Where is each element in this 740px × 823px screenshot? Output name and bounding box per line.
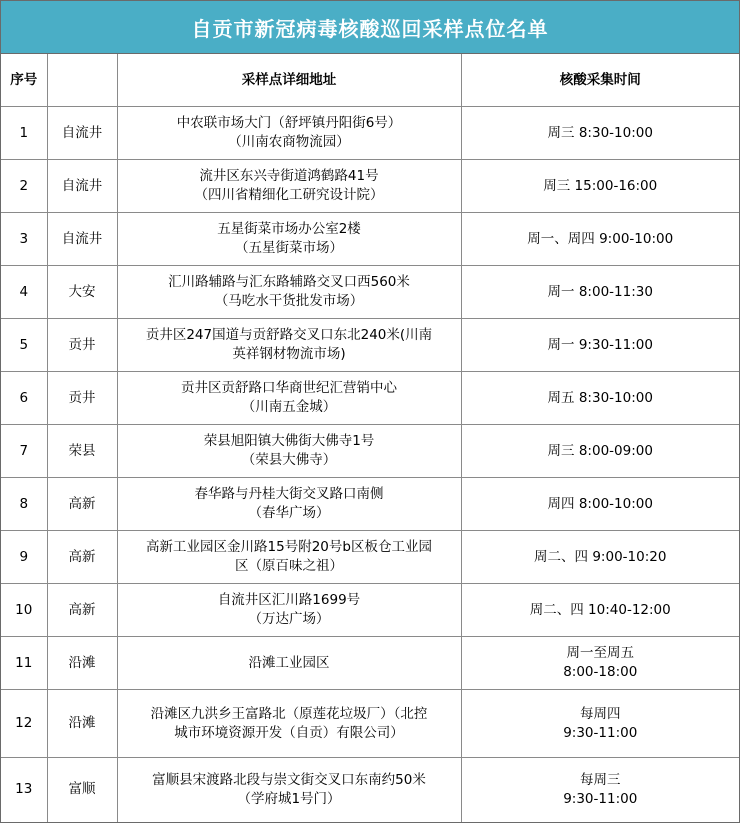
address-line: （马吃水干货批发市场） — [214, 293, 364, 309]
row-address — [117, 372, 461, 425]
row-index: 3 — [1, 213, 47, 266]
row-district: 贡井 — [47, 372, 117, 425]
row-index: 4 — [1, 266, 47, 319]
row-time — [461, 266, 739, 319]
time-line: 周一至周五 — [566, 645, 634, 661]
row-time — [461, 758, 739, 822]
row-time — [461, 584, 739, 637]
row-district: 富顺 — [47, 758, 117, 822]
address-line: 高新工业园区金川路15号附20号b区板仓工业园 — [146, 539, 432, 555]
row-index: 11 — [1, 637, 47, 690]
address-line: （学府城1号门） — [237, 790, 341, 807]
row-district: 沿滩 — [47, 637, 117, 690]
time-line: 每周三 — [580, 771, 621, 788]
time-line: 周三 8:00-09:00 — [547, 442, 653, 459]
row-address — [117, 213, 461, 266]
sites-table — [1, 54, 739, 822]
table-body — [1, 107, 739, 822]
row-address — [117, 584, 461, 637]
row-address — [117, 319, 461, 372]
row-index: 1 — [1, 107, 47, 160]
table-row — [1, 690, 739, 758]
address-line: 贡井区247国道与贡舒路交叉口东北240米(川南 — [145, 327, 433, 343]
row-district: 沿滩 — [47, 690, 117, 758]
table-row — [1, 372, 739, 425]
row-index: 6 — [1, 372, 47, 425]
row-district: 高新 — [47, 584, 117, 637]
time-line: 周二、四 10:40-12:00 — [529, 601, 671, 618]
table-row — [1, 266, 739, 319]
address-line: （春华广场） — [248, 505, 330, 521]
row-address — [117, 758, 461, 822]
time-line: 9:30-11:00 — [563, 724, 638, 741]
address-line: 汇川路辅路与汇东路辅路交叉口西560米 — [168, 274, 410, 290]
address-line: 五星街菜市场办公室2楼 — [217, 221, 361, 237]
row-index: 8 — [1, 478, 47, 531]
row-district: 高新 — [47, 531, 117, 584]
row-district: 大安 — [47, 266, 117, 319]
header-address: 采样点详细地址 — [117, 54, 461, 107]
address-line: 自流井区汇川路1699号 — [217, 592, 361, 608]
row-address — [117, 637, 461, 690]
row-time — [461, 107, 739, 160]
row-time — [461, 213, 739, 266]
row-time — [461, 425, 739, 478]
address-line: （万达广场） — [248, 611, 330, 627]
row-address — [117, 266, 461, 319]
table-row — [1, 478, 739, 531]
row-time — [461, 637, 739, 690]
row-district: 贡井 — [47, 319, 117, 372]
table-row — [1, 425, 739, 478]
address-line: 富顺县宋渡路北段与崇文街交叉口东南约50米 — [152, 771, 426, 788]
time-line: 周一 8:00-11:30 — [547, 283, 653, 300]
row-index: 2 — [1, 160, 47, 213]
address-line: 区（原百味之祖） — [235, 558, 343, 574]
row-index: 9 — [1, 531, 47, 584]
time-line: 周一、周四 9:00-10:00 — [527, 230, 674, 247]
table-row — [1, 213, 739, 266]
address-line: （五星街菜市场） — [235, 240, 343, 256]
row-index: 13 — [1, 758, 47, 822]
row-time — [461, 690, 739, 758]
page-title: 自贡市新冠病毒核酸巡回采样点位名单 — [1, 1, 739, 54]
table-row — [1, 758, 739, 822]
time-line: 周二、四 9:00-10:20 — [534, 548, 667, 565]
address-line: 贡井区贡舒路口华商世纪汇营销中心 — [181, 380, 397, 396]
row-index: 5 — [1, 319, 47, 372]
address-line: 中农联市场大门（舒坪镇丹阳街6号） — [176, 115, 402, 131]
time-line: 8:00-18:00 — [563, 664, 638, 680]
header-time: 核酸采集时间 — [461, 54, 739, 107]
row-time — [461, 160, 739, 213]
row-district: 自流井 — [47, 160, 117, 213]
row-district: 荣县 — [47, 425, 117, 478]
address-line: （川南农商物流园） — [228, 134, 350, 150]
table-row — [1, 160, 739, 213]
header-index: 序号 — [1, 54, 47, 107]
row-index: 7 — [1, 425, 47, 478]
table-row — [1, 637, 739, 690]
row-time — [461, 531, 739, 584]
time-line: 周三 15:00-16:00 — [543, 177, 658, 194]
address-line: 春华路与丹桂大街交叉路口南侧 — [194, 486, 384, 502]
row-index: 12 — [1, 690, 47, 758]
address-line: 英祥钢材物流市场) — [232, 346, 346, 362]
row-district: 高新 — [47, 478, 117, 531]
address-line: （荣县大佛寺） — [241, 452, 337, 468]
time-line: 周一 9:30-11:00 — [547, 336, 653, 353]
row-time — [461, 372, 739, 425]
table-row — [1, 319, 739, 372]
row-index: 10 — [1, 584, 47, 637]
row-address — [117, 160, 461, 213]
address-line: 城市环境资源开发（自贡）有限公司） — [174, 724, 404, 741]
address-line: 流井区东兴寺街道鸿鹤路41号 — [199, 168, 379, 184]
table-row — [1, 584, 739, 637]
row-time — [461, 478, 739, 531]
row-address — [117, 478, 461, 531]
row-district: 自流井 — [47, 107, 117, 160]
time-line: 每周四 — [580, 705, 621, 722]
row-address — [117, 690, 461, 758]
address-line: （四川省精细化工研究设计院） — [194, 187, 384, 203]
row-address — [117, 107, 461, 160]
row-district: 自流井 — [47, 213, 117, 266]
address-line: 沿滩工业园区 — [248, 654, 330, 671]
time-line: 周五 8:30-10:00 — [547, 389, 653, 406]
header-district — [47, 54, 117, 107]
address-line: 荣县旭阳镇大佛街大佛寺1号 — [203, 433, 375, 449]
table-header-row — [1, 54, 739, 107]
row-time — [461, 319, 739, 372]
row-address — [117, 531, 461, 584]
time-line: 周四 8:00-10:00 — [547, 495, 653, 512]
table-row — [1, 107, 739, 160]
address-line: 沿滩区九洪乡王富路北（原莲花垃圾厂）（北控 — [150, 705, 428, 722]
time-line: 9:30-11:00 — [563, 790, 638, 807]
row-address — [117, 425, 461, 478]
time-line: 周三 8:30-10:00 — [547, 124, 653, 141]
address-line: （川南五金城） — [241, 399, 337, 415]
table-row — [1, 531, 739, 584]
